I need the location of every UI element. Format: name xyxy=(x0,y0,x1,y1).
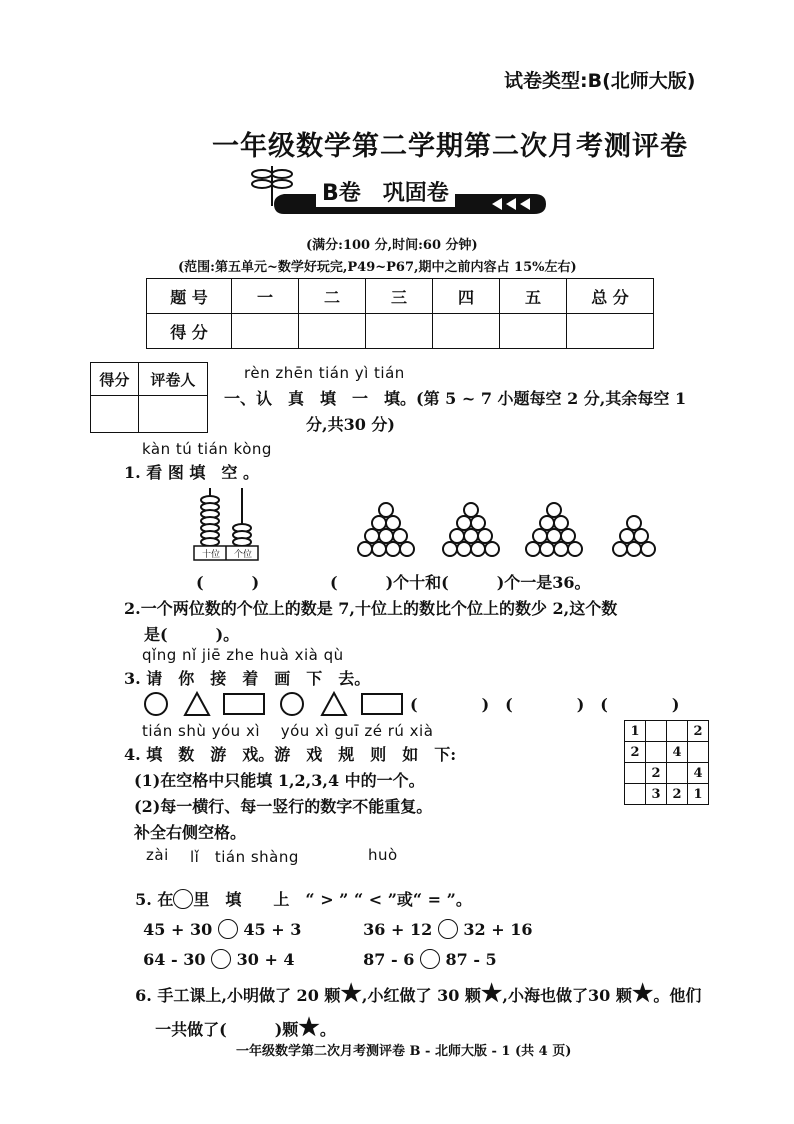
q1-blank2[interactable]: ( )个十和( )个一是36。 xyxy=(330,573,591,592)
q6-text-end: 。 xyxy=(319,1020,336,1039)
grid-cell[interactable]: 2 xyxy=(667,784,688,805)
circle-shape xyxy=(281,693,303,715)
q5-pinyin-tian: lǐ tián shàng xyxy=(190,848,299,866)
grader-score-cell[interactable] xyxy=(91,396,139,433)
grid-cell[interactable] xyxy=(625,763,646,784)
score-time: (满分:100 分,时间:60 分钟) xyxy=(306,238,478,253)
score-header-cell: 一 xyxy=(232,279,299,314)
grader-name-cell[interactable] xyxy=(138,396,207,433)
section1-pinyin: rèn zhēn tián yì tián xyxy=(244,364,405,382)
grid-cell[interactable] xyxy=(646,721,667,742)
q6-text-part: 。他们 xyxy=(653,986,702,1005)
q5-item-left: 87 - 6 xyxy=(363,950,415,969)
score-table-score-row xyxy=(147,314,654,349)
score-header-cell: 四 xyxy=(433,279,500,314)
q2-line2[interactable]: 是( )。 xyxy=(144,625,240,644)
q5-item-right: 30 + 4 xyxy=(236,950,295,969)
q6-line2 xyxy=(144,996,336,1040)
section1-heading: 一、认 真 填 一 填。(第 5 ~ 7 小题每空 2 分,其余每空 1 xyxy=(224,389,687,408)
grid-cell[interactable] xyxy=(625,784,646,805)
star-icon: ★ xyxy=(631,978,654,1007)
banner-label: B卷 巩固卷 xyxy=(316,176,455,207)
score-cell[interactable] xyxy=(366,314,433,349)
star-icon: ★ xyxy=(340,978,362,1007)
grader-name-label: 评卷人 xyxy=(138,363,207,396)
grid-cell[interactable]: 1 xyxy=(688,784,709,805)
tens-beads xyxy=(201,496,219,546)
q5-text-prefix: 5. 在 xyxy=(135,890,174,909)
star-icon: ★ xyxy=(298,1012,320,1041)
section1-heading-cont: 分,共30 分) xyxy=(306,415,395,434)
q5-item-right: 87 - 5 xyxy=(445,950,497,969)
q5-item-left: 36 + 12 xyxy=(363,920,433,939)
q3-text: 3. 请 你 接 着 画 下 去。 xyxy=(124,669,371,688)
score-header-cell: 五 xyxy=(500,279,567,314)
grid-row xyxy=(625,763,709,784)
rectangle-shape xyxy=(362,694,402,714)
score-header-cell: 三 xyxy=(366,279,433,314)
q6-text-part: ,小红做了 30 颗 xyxy=(361,986,481,1005)
q3-blanks[interactable]: ( ) ( ) ( ) xyxy=(410,695,680,714)
q5-pinyin-huo: huò xyxy=(368,846,398,864)
q4-text: 4. 填 数 游 戏。游 戏 规 则 如 下: xyxy=(124,745,457,764)
grid-row xyxy=(625,721,709,742)
score-table xyxy=(146,278,654,349)
q1-pinyin: kàn tú tián kòng xyxy=(142,440,272,458)
score-cell[interactable] xyxy=(500,314,567,349)
number-grid xyxy=(624,720,709,805)
score-header-cell: 总 分 xyxy=(567,279,654,314)
page-title: 一年级数学第二学期第二次月考测评卷 xyxy=(212,131,688,162)
score-table-header-row xyxy=(147,279,654,314)
circle-triangles-figure xyxy=(354,500,664,566)
circle-shape xyxy=(145,693,167,715)
grid-cell[interactable]: 2 xyxy=(646,763,667,784)
exam-type: 试卷类型:B(北师大版) xyxy=(504,70,696,92)
score-header-cell: 二 xyxy=(299,279,366,314)
grid-cell[interactable]: 2 xyxy=(688,721,709,742)
q4-rule1: (1)在空格中只能填 1,2,3,4 中的一个。 xyxy=(134,771,425,790)
score-header-cell: 题 号 xyxy=(147,279,232,314)
q4-rule2: (2)每一横行、每一竖行的数字不能重复。 xyxy=(134,797,433,816)
rectangle-shape xyxy=(224,694,264,714)
grid-cell[interactable] xyxy=(667,763,688,784)
q1-blank1[interactable]: ( ) xyxy=(196,573,260,592)
q5-item-left: 45 + 30 xyxy=(143,920,213,939)
q1-text: 1. 看 图 填 空 。 xyxy=(124,463,259,482)
q6-text-part: 6. 手工课上,小明做了 20 颗 xyxy=(135,986,341,1005)
shape-sequence xyxy=(142,690,406,718)
grid-cell[interactable]: 1 xyxy=(625,721,646,742)
star-icon: ★ xyxy=(480,978,503,1007)
q5-item-right: 32 + 16 xyxy=(463,920,533,939)
triangle-shape xyxy=(185,693,209,715)
page-footer: 一年级数学第二次月考测评卷 B - 北师大版 - 1 (共 4 页) xyxy=(236,1044,572,1059)
q5-item-right: 45 + 3 xyxy=(243,920,302,939)
grid-cell[interactable] xyxy=(646,742,667,763)
grid-cell[interactable] xyxy=(667,721,688,742)
grid-row xyxy=(625,742,709,763)
grid-cell[interactable]: 3 xyxy=(646,784,667,805)
grader-table xyxy=(90,362,208,433)
score-cell[interactable] xyxy=(299,314,366,349)
q5-pinyin-zai: zài xyxy=(146,846,169,864)
q4-rule3: 补全右侧空格。 xyxy=(134,823,247,842)
grid-row xyxy=(625,784,709,805)
scope: (范围:第五单元~数学好玩完,P49~P67,期中之前内容占 15%左右) xyxy=(178,260,577,275)
grid-cell[interactable]: 2 xyxy=(625,742,646,763)
q4-pinyin: tián shù yóu xì yóu xì guī zé rú xià xyxy=(142,722,434,740)
score-cell[interactable] xyxy=(567,314,654,349)
score-row-label: 得 分 xyxy=(147,314,232,349)
triangle-shape xyxy=(322,693,346,715)
score-cell[interactable] xyxy=(232,314,299,349)
q5-text-suffix: 里 填 上 “ > ” “ < ”或“ = ”。 xyxy=(193,890,472,909)
q6-answer-blank[interactable]: 一共做了( )颗 xyxy=(155,1020,299,1039)
q5-item-left: 64 - 30 xyxy=(143,950,206,969)
grid-cell[interactable]: 4 xyxy=(688,763,709,784)
q3-pinyin: qǐng nǐ jiē zhe huà xià qù xyxy=(142,646,344,664)
banner xyxy=(244,160,554,220)
abacus-tens-label: 十位 xyxy=(201,550,220,560)
grid-cell[interactable]: 4 xyxy=(667,742,688,763)
grid-cell[interactable] xyxy=(688,742,709,763)
q6-text-part: ,小海也做了30 颗 xyxy=(502,986,632,1005)
q2-line1: 2.一个两位数的个位上的数是 7,十位上的数比个位上的数少 2,这个数 xyxy=(124,599,618,618)
grader-score-label: 得分 xyxy=(91,363,139,396)
ones-beads xyxy=(233,524,251,546)
score-cell[interactable] xyxy=(433,314,500,349)
abacus-ones-label: 个位 xyxy=(233,550,252,560)
